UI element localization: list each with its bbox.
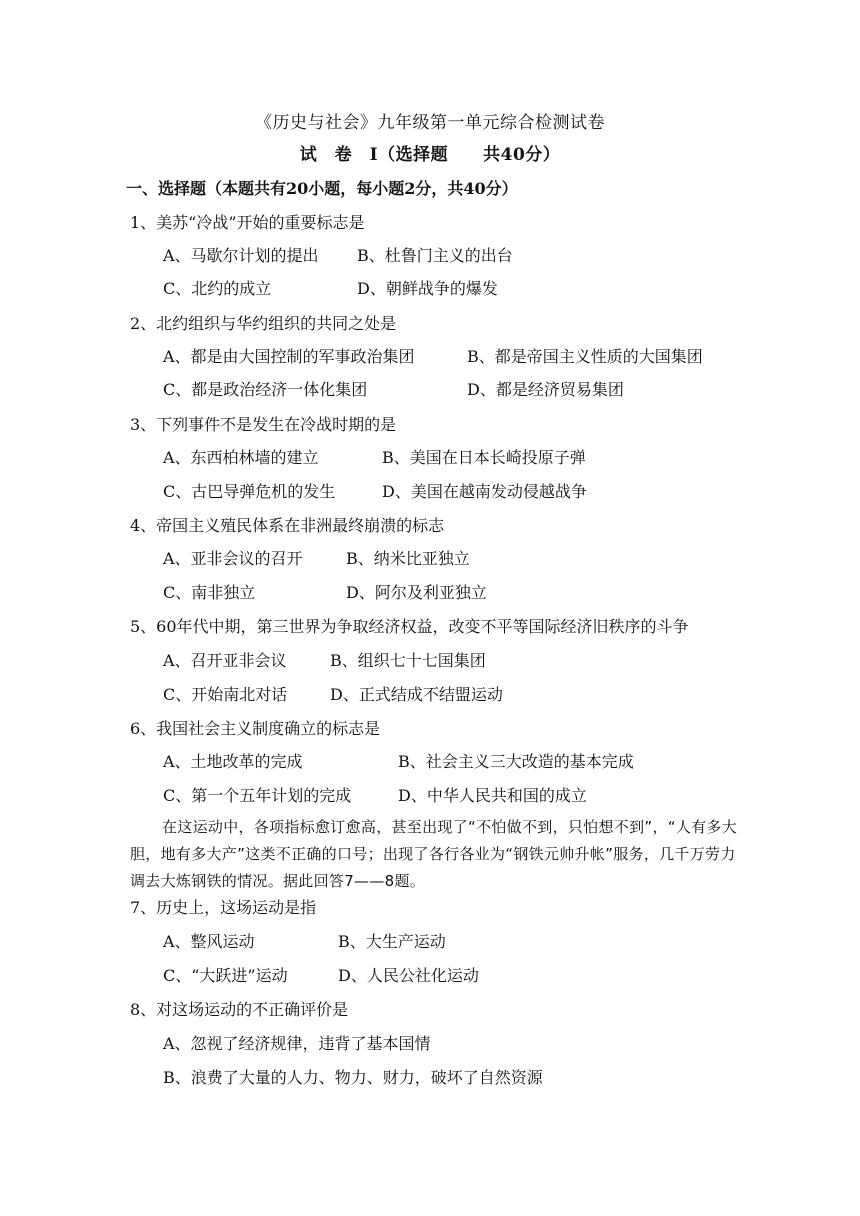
option: B、大生产运动 — [338, 932, 446, 951]
question-stem: 7、历史上，这场运动是指 — [130, 898, 317, 917]
option: A、召开亚非会议 — [163, 651, 287, 670]
option: D、中华人民共和国的成立 — [398, 786, 587, 805]
question-stem: 8、对这场运动的不正确评价是 — [130, 1000, 349, 1019]
option: B、都是帝国主义性质的大国集团 — [467, 347, 703, 366]
option: A、亚非会议的召开 — [163, 549, 303, 568]
section-heading: 一、选择题（本题共有20小题，每小题2分，共40分） — [126, 179, 518, 198]
option: C、北约的成立 — [163, 279, 272, 298]
option: D、人民公社化运动 — [338, 966, 479, 985]
exam-title: 《历史与社会》九年级第一单元综合检测试卷 — [255, 113, 605, 133]
option: A、忽视了经济规律，违背了基本国情 — [163, 1034, 431, 1053]
option: A、都是由大国控制的军事政治集团 — [163, 347, 415, 366]
option: D、正式结成不结盟运动 — [330, 685, 503, 704]
option: A、整风运动 — [163, 932, 255, 951]
question-stem: 3、下列事件不是发生在冷战时期的是 — [130, 415, 397, 434]
option: B、纳米比亚独立 — [346, 549, 470, 568]
option: D、朝鲜战争的爆发 — [357, 279, 498, 298]
option: B、社会主义三大改造的基本完成 — [398, 752, 634, 771]
option: D、阿尔及利亚独立 — [346, 583, 487, 602]
option: B、组织七十七国集团 — [330, 651, 486, 670]
option: A、马歇尔计划的提出 — [163, 246, 319, 265]
question-stem: 6、我国社会主义制度确立的标志是 — [130, 719, 381, 738]
option: D、都是经济贸易集团 — [467, 380, 624, 399]
question-stem: 4、帝国主义殖民体系在非洲最终崩溃的标志 — [130, 516, 445, 535]
question-stem: 2、北约组织与华约组织的共同之处是 — [130, 314, 397, 333]
option: A、东西柏林墙的建立 — [163, 448, 319, 467]
option: C、都是政治经济一体化集团 — [163, 380, 368, 399]
option: B、美国在日本长崎投原子弹 — [382, 448, 586, 467]
option: C、古巴导弹危机的发生 — [163, 482, 336, 501]
option: C、“大跃进”运动 — [163, 966, 288, 985]
option: A、土地改革的完成 — [163, 752, 303, 771]
option: C、开始南北对话 — [163, 685, 288, 704]
option: C、第一个五年计划的完成 — [163, 786, 352, 805]
option: D、美国在越南发动侵越战争 — [382, 482, 587, 501]
question-stem: 1、美苏“冷战”开始的重要标志是 — [130, 213, 365, 232]
exam-subtitle: 试 卷 Ⅰ（选择题 共40分） — [299, 145, 561, 165]
option: B、浪费了大量的人力、物力、财力，破坏了自然资源 — [163, 1068, 543, 1087]
option: B、杜鲁门主义的出台 — [357, 246, 513, 265]
reading-passage: 在这运动中，各项指标愈订愈高，甚至出现了“不怕做不到，只怕想不到”，“人有多大胆，地有多大产”这类不正确的口号；出现了各行各业为“钢铁元帅升帐”服务，几千万劳力调去大炼钢铁的情况。据此回答7——8题。 — [130, 818, 738, 890]
question-stem: 5、60年代中期，第三世界为争取经济权益，改变不平等国际经济旧秩序的斗争 — [130, 617, 689, 636]
option: C、南非独立 — [163, 583, 256, 602]
